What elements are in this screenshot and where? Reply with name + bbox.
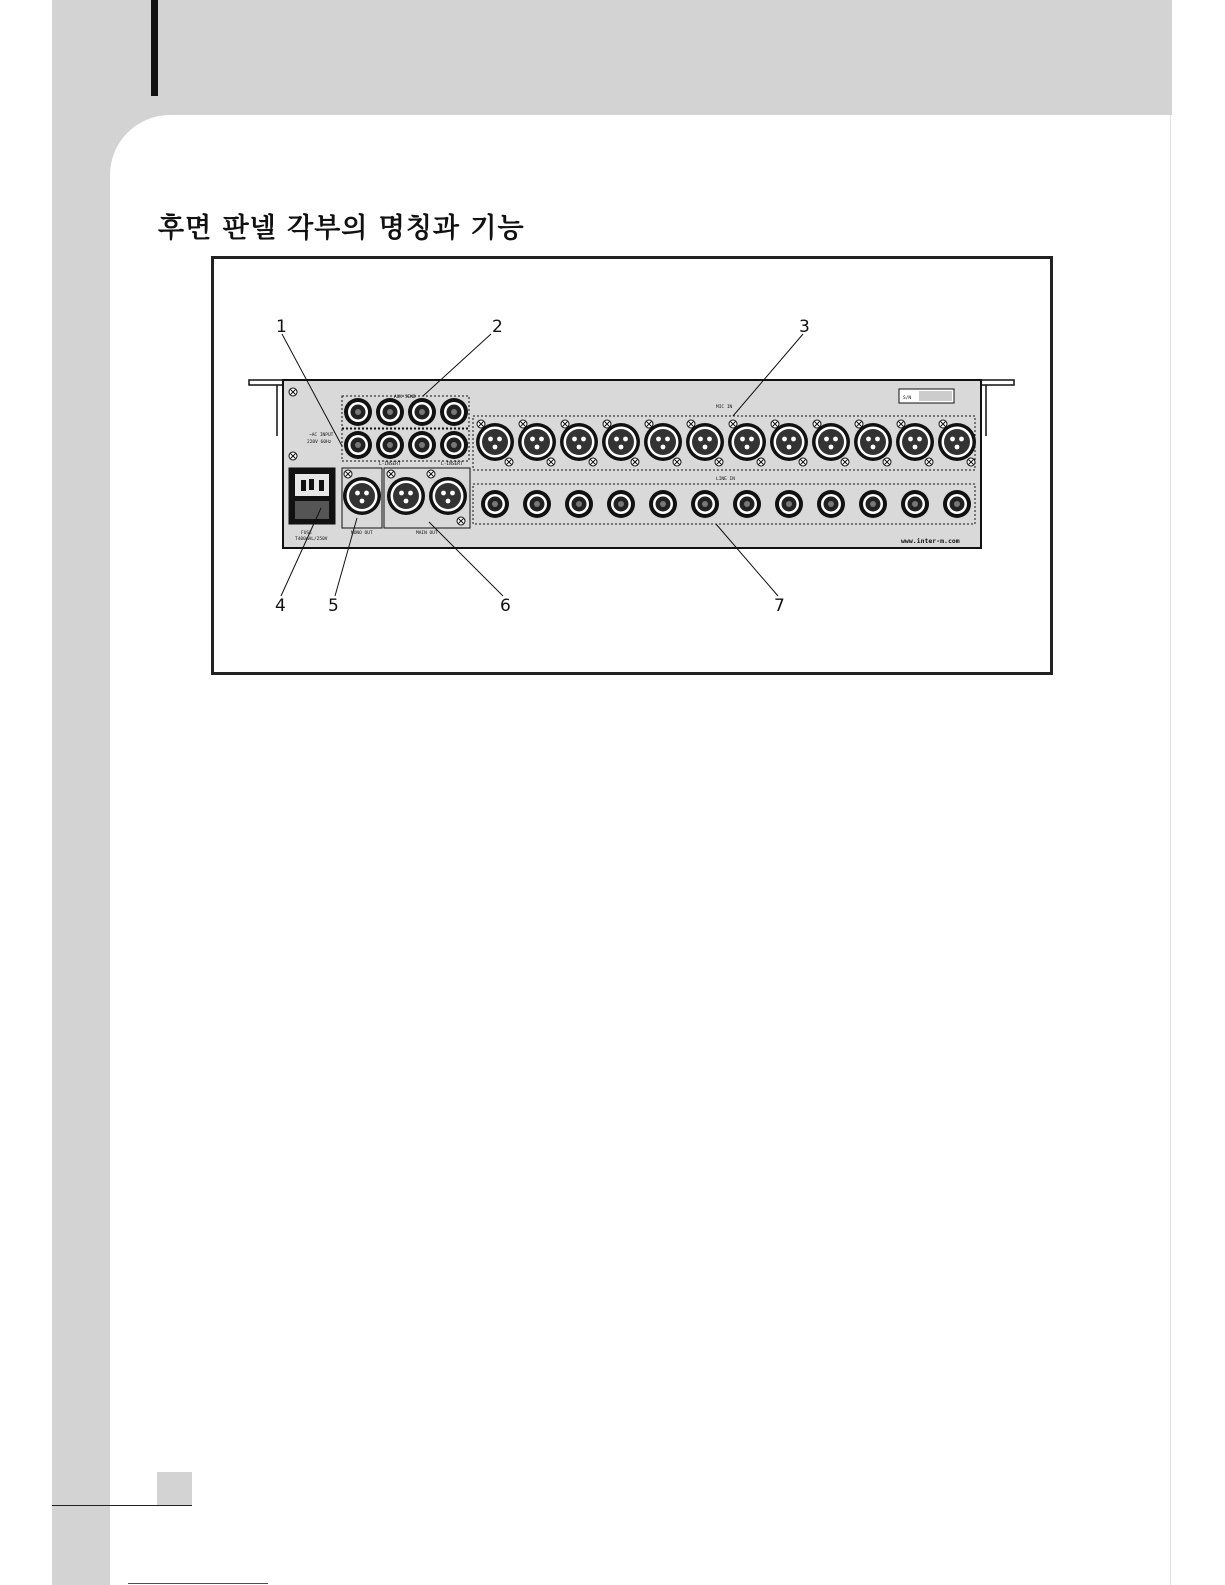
mic-screw [589,458,597,466]
line-in-jack [691,490,719,518]
callout-7: 7 [774,596,785,616]
fuse-label: FUSE [301,531,312,536]
mic-in-connector [938,423,976,461]
mic-screw [841,458,849,466]
line-in-jack [775,490,803,518]
mic-in-connector [644,423,682,461]
mic-in-connector [770,423,808,461]
mic-screw [757,458,765,466]
main-out-label: MAIN OUT [416,531,438,536]
mic-screw [967,458,975,466]
mic-screw [715,458,723,466]
mic-screw [925,458,933,466]
mic-in-connector [518,423,556,461]
header-band [52,0,1172,118]
aux-send-label: AUX SEND [394,395,416,400]
website-label: www.inter-m.com [901,537,960,545]
right-edge-line [1170,115,1171,1585]
fuse-rating-label: T400mAL/250V [295,537,328,542]
right-margin [1172,0,1225,1585]
ac-input-label: ~AC INPUT [309,433,334,438]
callout-3: 3 [799,317,810,337]
mic-in-label: MIC IN [716,405,733,410]
mic-screw [673,458,681,466]
mic-in-connector [476,423,514,461]
callout-2: 2 [492,317,503,337]
callout-1: 1 [276,317,287,337]
footer-rule [52,1505,192,1506]
mic-screw [631,458,639,466]
line-in-label: LINE IN [716,477,735,482]
insert-label-2: L-INSERT [441,462,463,467]
ac-inlet [289,468,335,524]
mono-out-label: MONO OUT [351,531,373,536]
mic-screw [505,458,513,466]
page-number-tab [157,1472,192,1505]
mic-in-connector [560,423,598,461]
line-in-jack [733,490,761,518]
page-title: 후면 판넬 각부의 명칭과 기능 [158,213,525,244]
line-in-jack [859,490,887,518]
mic-screw [799,458,807,466]
left-margin-band [52,0,110,1585]
mic-screw [547,458,555,466]
mic-in-connector [602,423,640,461]
line-in-jack [523,490,551,518]
mic-in-connector [728,423,766,461]
line-in-jack [565,490,593,518]
mic-in-connector [896,423,934,461]
ac-rating-label: 220V 60Hz [307,440,332,445]
header-marker-bar [151,0,158,96]
insert-label-1: L-INSERT [379,462,401,467]
line-in-jack [649,490,677,518]
mic-in-connector [812,423,850,461]
mic-screw [883,458,891,466]
callout-6: 6 [500,596,511,616]
rear-panel-diagram [211,256,1053,675]
mic-in-connector [686,423,724,461]
line-in-jack [817,490,845,518]
callout-4: 4 [275,596,286,616]
line-in-jack [943,490,971,518]
line-in-jack [481,490,509,518]
footer-link-line [128,1583,268,1584]
line-in-jack [901,490,929,518]
serial-label: S/N [903,396,912,401]
line-in-jack [607,490,635,518]
mic-in-connector [854,423,892,461]
callout-5: 5 [328,596,339,616]
